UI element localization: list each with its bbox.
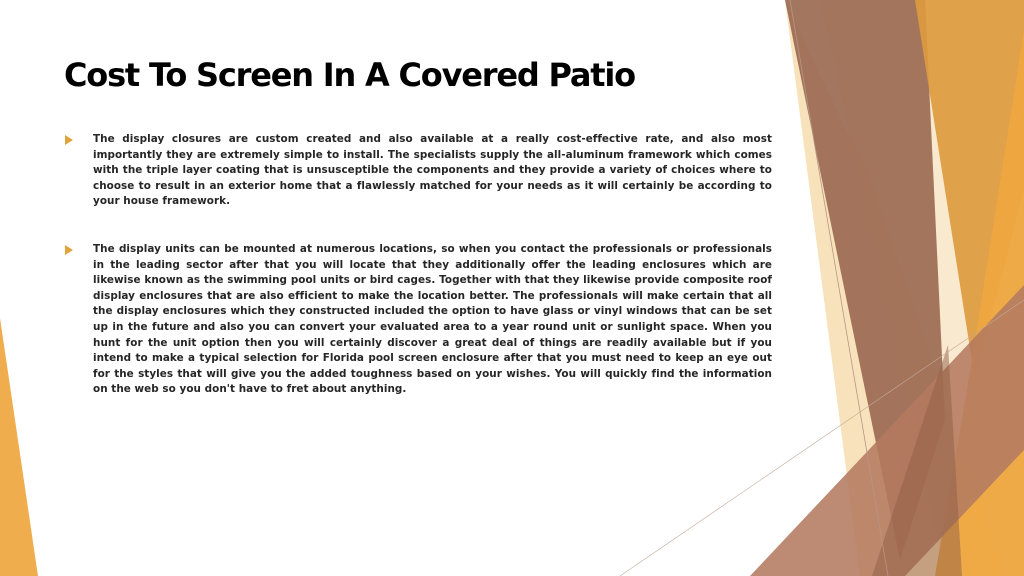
bullet-arrow-icon: [65, 135, 73, 145]
slide-title: Cost To Screen In A Covered Patio: [64, 56, 635, 94]
bullet-item: [64, 132, 772, 210]
bullet-list: [64, 132, 772, 398]
bullet-arrow-icon: [65, 245, 73, 255]
bullet-item: [64, 242, 772, 398]
left-orange-facet: [0, 318, 38, 576]
bullet-text: The display closures are custom created and also available at a really cost-effective rate, and also most importantly they are extremely simple to install. The specialists supply the all-aluminum framework which comes with the triple layer coating that is unsusceptible the components and they provide a variety of choices where to choose to result in an exterior home that a flawlessly matched for your needs as it will certainly be according to your house framework.: [93, 133, 772, 208]
bullet-text: The display units can be mounted at numerous locations, so when you contact the professionals or professionals in the leading sector after that you will locate that they additionally offer the leading enclosures which are likewise known as the swimming pool units or bird cages. Together with that they likewise provide composite roof display enclosures that are also efficient to make the location better. The professionals will make certain that all the display enclosures which they constructed included the option to have glass or vinyl windows that can be set up in the future and also you can convert your evaluated area to a year round unit or sunlight space. When you hunt for the unit option then you will certainly discover a great deal of things are readily available but if you intend to make a typical selection for Florida pool screen enclosure after that you must need to keep an eye out for the styles that will give you the added toughness based on your wishes. You will quickly find the information on the web so you don't have to fret about anything.: [93, 242, 772, 396]
